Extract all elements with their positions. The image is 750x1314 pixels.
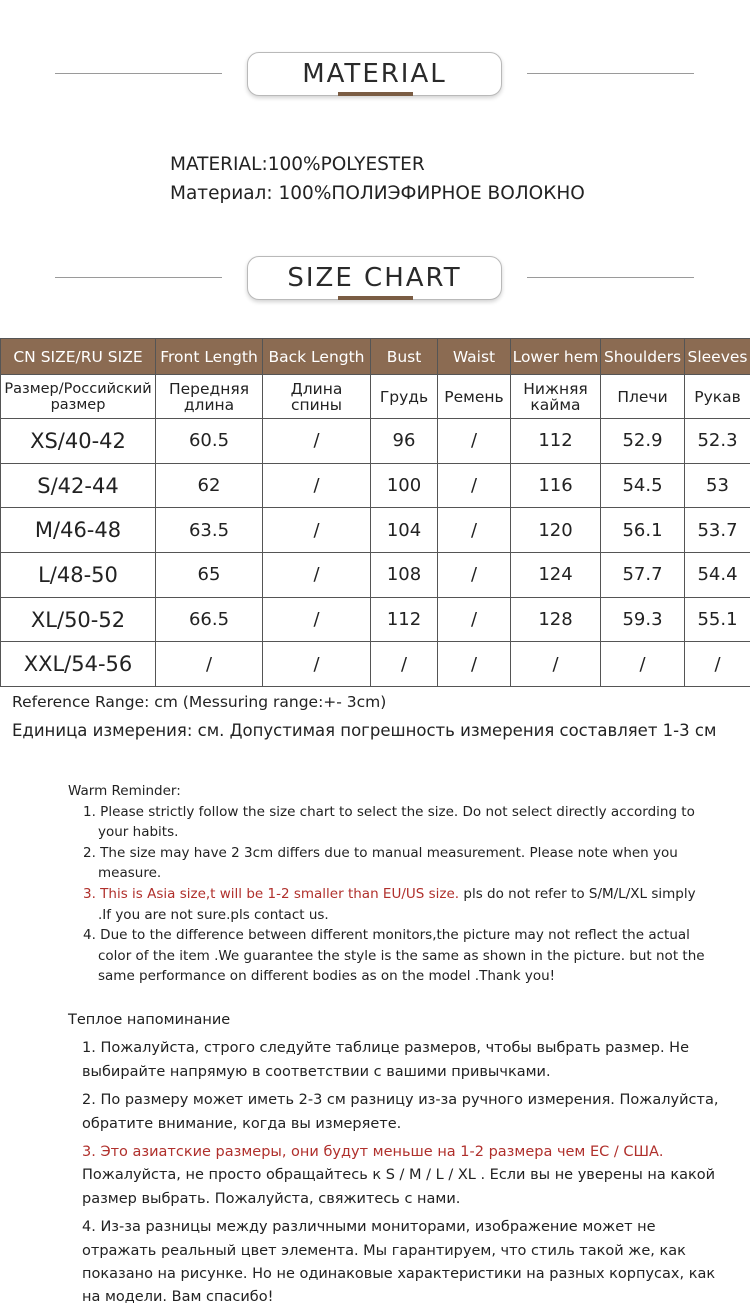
col-header-ru-sleeves: Рукав	[685, 375, 750, 419]
col-header-ru-size: Размер/Российский размер	[1, 375, 156, 419]
table-cell: 112	[511, 419, 601, 464]
size-chart-section-header	[0, 256, 750, 302]
table-cell: 108	[371, 553, 438, 598]
table-cell: 60.5	[156, 419, 263, 464]
table-cell: 54.4	[685, 553, 750, 598]
table-cell: 57.7	[601, 553, 685, 598]
col-header-sleeves: Sleeves	[685, 339, 750, 375]
reminder-en-item-1: 1. Please strictly follow the size chart to select the size. Do not select directly according to your habits.	[83, 803, 695, 841]
table-cell: 55.1	[685, 597, 750, 642]
material-en-label: MATERIAL:	[170, 154, 268, 175]
reminder-ru-item-3	[68, 1141, 728, 1211]
table-cell: /	[685, 642, 750, 687]
col-header-waist: Waist	[438, 339, 511, 375]
col-header-ru-bust: Грудь	[371, 375, 438, 419]
material-en-value: 100%POLYESTER	[267, 154, 425, 175]
col-header-ru-shoulders: Плечи	[601, 375, 685, 419]
reminder-en-item-3-warning: 3. This is Asia size,t will be 1-2 smaller than EU/US size.	[83, 885, 460, 902]
reminder-en-item-3-rest: pls do not refer to S/M/L/XL simply .If you are not sure.pls contact us.	[98, 885, 696, 923]
table-cell: /	[263, 508, 371, 553]
reminder-en-item-4: 4. Due to the difference between different monitors,the picture may not reflect the actual color of the item .We guarantee the style is the same as shown in the picture. but not the same performance on different bodies as on the model .Thank you!	[83, 927, 705, 985]
table-cell: 104	[371, 508, 438, 553]
material-ru-label: Материал:	[170, 183, 273, 204]
table-cell: 116	[511, 463, 601, 508]
col-header-ru-waist: Ремень	[438, 375, 511, 419]
table-cell: /	[511, 642, 601, 687]
reminder-en-item-3	[68, 884, 708, 925]
material-en-line	[170, 150, 585, 179]
material-ru-value: 100%ПОЛИЭФИРНОЕ ВОЛОКНО	[278, 183, 585, 204]
table-cell: 96	[371, 419, 438, 464]
table-cell: 53.7	[685, 508, 750, 553]
warm-reminder-en	[68, 781, 708, 987]
reminder-ru-item-3-warning: 3. Это азиатские размеры, они будут меньше на 1-2 размера чем EC / США.	[82, 1144, 664, 1161]
reminder-ru-item-3-rest: Пожалуйста, не просто обращайтесь к S / M / L / XL . Если вы не уверены на какой размер выбрать. Пожалуйста, свяжитесь с нами.	[82, 1167, 716, 1207]
divider-left	[55, 73, 222, 74]
table-cell: 62	[156, 463, 263, 508]
reference-range-ru: Единица измерения: см. Допустимая погрешность измерения составляет 1-3 см	[12, 721, 717, 740]
warm-reminder-ru	[68, 1009, 728, 1310]
col-header-lower-hem: Lower hem	[511, 339, 601, 375]
table-cell-size: XL/50-52	[1, 597, 156, 642]
reminder-en-title: Warm Reminder:	[68, 783, 181, 799]
table-cell: /	[438, 508, 511, 553]
reminder-ru-item-2: 2. По размеру может иметь 2-3 см разницу из-за ручного измерения. Пожалуйста, обратите внимание, когда вы измеряете.	[82, 1092, 719, 1132]
reminder-en-item-2: 2. The size may have 2 3cm differs due to manual measurement. Please note when you measure.	[83, 844, 678, 882]
table-cell: 63.5	[156, 508, 263, 553]
size-chart-table	[0, 338, 750, 687]
header-row-ru	[1, 375, 750, 419]
table-row	[1, 419, 750, 464]
table-cell-size: L/48-50	[1, 553, 156, 598]
col-header-size: CN SIZE/RU SIZE	[1, 339, 156, 375]
table-row	[1, 463, 750, 508]
divider-right	[527, 73, 694, 74]
table-row	[1, 642, 750, 687]
table-cell: /	[156, 642, 263, 687]
table-cell: /	[263, 642, 371, 687]
col-header-ru-front-length: Передняя длина	[156, 375, 263, 419]
reference-range-en: Reference Range: cm (Messuring range:+- 3cm)	[12, 693, 387, 711]
table-cell: /	[438, 463, 511, 508]
table-cell: /	[263, 553, 371, 598]
material-ru-line	[170, 179, 585, 208]
col-header-ru-back-length: Длина спины	[263, 375, 371, 419]
divider-left	[55, 277, 222, 278]
table-cell-size: XS/40-42	[1, 419, 156, 464]
table-cell: /	[263, 419, 371, 464]
table-cell: 52.9	[601, 419, 685, 464]
reminder-ru-item-1: 1. Пожалуйста, строго следуйте таблице размеров, чтобы выбрать размер. Не выбирайте напрямую в соответствии с вашими привычками.	[82, 1040, 690, 1080]
table-cell: /	[438, 597, 511, 642]
table-cell: /	[438, 419, 511, 464]
table-cell: /	[263, 597, 371, 642]
table-cell: 128	[511, 597, 601, 642]
table-cell: /	[371, 642, 438, 687]
divider-right	[527, 277, 694, 278]
table-cell: 112	[371, 597, 438, 642]
table-row	[1, 508, 750, 553]
table-cell: 56.1	[601, 508, 685, 553]
material-section-header	[0, 52, 750, 98]
table-cell: 124	[511, 553, 601, 598]
reminder-ru-item-4: 4. Из-за разницы между различными мониторами, изображение может не отражать реальный цвет элемента. Мы гарантируем, что стиль такой же, как показано на рисунке. Но не одинаковые характеристики на разных корпусах, как на модели. Вам спасибо!	[82, 1219, 716, 1306]
table-cell: 59.3	[601, 597, 685, 642]
table-row	[1, 553, 750, 598]
table-cell-size: S/42-44	[1, 463, 156, 508]
col-header-shoulders: Shoulders	[601, 339, 685, 375]
table-cell: 66.5	[156, 597, 263, 642]
table-cell: 65	[156, 553, 263, 598]
table-cell: 120	[511, 508, 601, 553]
col-header-ru-lower-hem: Нижняя кайма	[511, 375, 601, 419]
table-cell: /	[438, 642, 511, 687]
col-header-front-length: Front Length	[156, 339, 263, 375]
reminder-ru-title: Теплое напоминание	[68, 1012, 231, 1028]
table-cell: 52.3	[685, 419, 750, 464]
table-row	[1, 597, 750, 642]
col-header-back-length: Back Length	[263, 339, 371, 375]
table-cell-size: XXL/54-56	[1, 642, 156, 687]
table-cell: 54.5	[601, 463, 685, 508]
table-cell: /	[438, 553, 511, 598]
table-cell-size: M/46-48	[1, 508, 156, 553]
accent-underbar	[338, 296, 413, 300]
table-cell: /	[263, 463, 371, 508]
material-info	[170, 150, 585, 208]
header-row-en	[1, 339, 750, 375]
table-cell: 100	[371, 463, 438, 508]
accent-underbar	[338, 92, 413, 96]
table-cell: 53	[685, 463, 750, 508]
table-cell: /	[601, 642, 685, 687]
material-title: MATERIAL	[247, 52, 502, 96]
size-chart-title: SIZE CHART	[247, 256, 502, 300]
col-header-bust: Bust	[371, 339, 438, 375]
